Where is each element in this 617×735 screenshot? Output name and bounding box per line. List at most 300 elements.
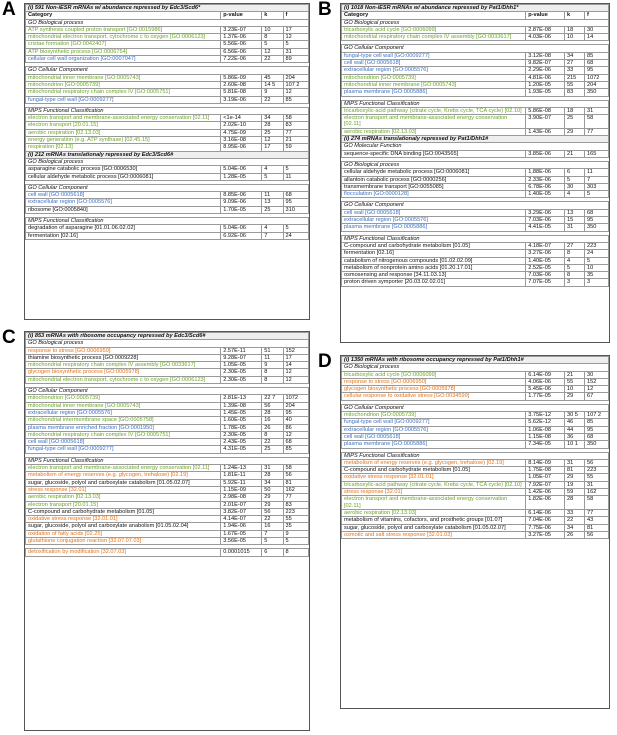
category-cell: mitochondrial respiratory chain complex IV assembly [GO:0033617] (342, 34, 526, 41)
category-cell: oxidative stress response [32.01.01] (342, 474, 526, 481)
subsection-title: GO Cellular Component (26, 67, 309, 74)
column-header-f: f (283, 12, 308, 19)
k-cell: 21 (564, 371, 584, 378)
f-cell: 68 (584, 60, 608, 67)
table-row (342, 441, 609, 448)
p-value-cell: 2.01E-07 (221, 501, 262, 508)
p-value-cell: 2.98E-08 (221, 494, 262, 501)
table-row (26, 549, 309, 556)
p-value-cell: 3.90E-07 (526, 115, 565, 129)
table-row (26, 479, 309, 486)
p-value-cell: 4.81E-06 (526, 74, 565, 81)
category-cell: fungal-type cell wall [GO:0009277] (342, 52, 526, 59)
k-cell: 12 (262, 48, 283, 55)
p-value-cell: 3.23E-07 (221, 26, 262, 33)
k-cell: 26 (564, 531, 584, 538)
p-value-cell: 7.22E-06 (221, 56, 262, 63)
table-row (26, 232, 309, 239)
table-row (342, 496, 609, 510)
subsection-row (342, 235, 609, 242)
table-row (342, 419, 609, 426)
table-row (342, 128, 609, 135)
p-value-cell: 5.62E-12 (526, 419, 565, 426)
table-row (26, 508, 309, 515)
p-value-cell: <1e-14 (221, 115, 262, 122)
category-cell: C-compound and carbohydrate metabolism [01.05] (342, 467, 526, 474)
category-cell: flocculation [GO:0000128] (342, 191, 526, 198)
p-value-cell: 1.88E-06 (526, 169, 565, 176)
section-heading: (i) 1350 mRNAs with ribosome occupancy repressed by Pat1/Dhh1# (342, 357, 609, 364)
category-cell: tricarboxylic acid cycle [GO:0006099] (342, 26, 526, 33)
table-row (342, 378, 609, 385)
f-cell: 85 (283, 96, 308, 103)
k-cell: 31 (564, 224, 584, 231)
table-row (26, 173, 309, 180)
subsection-row (342, 364, 609, 371)
table-row (342, 474, 609, 481)
table-row (26, 530, 309, 537)
enrichment-table (25, 4, 309, 240)
f-cell: 31 (584, 107, 608, 114)
p-value-cell: 1.81E-11 (221, 472, 262, 479)
f-cell: 204 (283, 402, 308, 409)
subsection-row (26, 218, 309, 225)
category-cell: tricarboxylic-acid pathway (citrate cycle, Krebs cycle, TCA cycle) [02.10] (342, 481, 526, 488)
p-value-cell: 1.20E-05 (526, 81, 565, 88)
f-cell: 56 (584, 459, 608, 466)
category-cell: cellular aldehyde metabolic process [GO:0006081] (342, 169, 526, 176)
subsection-title: GO Cellular Component (26, 184, 309, 191)
category-cell: glutathione conjugation reaction [32.07.07.03] (26, 538, 221, 545)
subsection-row (342, 161, 609, 168)
category-cell: cell wall [GO:0005618] (26, 192, 221, 199)
f-cell: 58 (584, 115, 608, 129)
k-cell: 30 5 (564, 412, 584, 419)
column-header-k: k (564, 12, 584, 19)
subsection-row (342, 19, 609, 26)
category-cell: degradation of asparagine [01.01.06.02.02] (26, 225, 221, 232)
f-cell: 162 (584, 489, 608, 496)
p-value-cell: 9.82E-07 (526, 60, 565, 67)
category-cell: fermentation [02.16] (26, 232, 221, 239)
f-cell: 10 (584, 264, 608, 271)
table-row (342, 433, 609, 440)
f-cell: 310 (283, 206, 308, 213)
p-value-cell: 4.18E-07 (526, 242, 565, 249)
table-row (342, 371, 609, 378)
category-cell: oxidative stress response [32.01.01] (26, 516, 221, 523)
subsection-row (26, 107, 309, 114)
panel-label-c: C (2, 327, 16, 348)
category-cell: mitochondrial respiratory chain complex IV [GO:0005751] (26, 431, 221, 438)
k-cell: 19 (564, 481, 584, 488)
category-cell: ATP synthesis coupled proton transport [GO:0015986] (26, 26, 221, 33)
category-cell: sequence-specific DNA binding [GO:0043565] (342, 150, 526, 157)
f-cell: 95 (283, 409, 308, 416)
f-cell: 68 (584, 433, 608, 440)
table-row (26, 424, 309, 431)
p-value-cell: 2.29E-06 (526, 67, 565, 74)
k-cell: 10 (564, 34, 584, 41)
category-cell: electron transport [20.01.15] (26, 501, 221, 508)
category-cell: response to stress [GO:0006950] (26, 347, 221, 354)
f-cell: 67 (584, 393, 608, 400)
f-cell: 14 (283, 362, 308, 369)
p-value-cell: 1.15E-09 (221, 486, 262, 493)
f-cell: 12 (283, 34, 308, 41)
k-cell: 26 (262, 424, 283, 431)
k-cell: 6 (262, 549, 283, 556)
category-cell: electron transport [20.01.15] (26, 122, 221, 129)
subsection-row (26, 340, 309, 347)
subsection-title: GO Molecular Function (342, 143, 609, 150)
category-cell: metabolism of energy reserves (e.g. glycogen, trehalose) [02.19] (342, 459, 526, 466)
category-cell: fungal-type cell wall [GO:0009277] (26, 446, 221, 453)
f-cell: 12 (283, 376, 308, 383)
k-cell: 7 (262, 232, 283, 239)
k-cell: 16 (262, 523, 283, 530)
subsection-title: GO Cellular Component (342, 202, 609, 209)
category-cell: fungal-type cell wall [GO:0009277] (342, 419, 526, 426)
f-cell: 5 (584, 191, 608, 198)
f-cell: 83 (283, 501, 308, 508)
p-value-cell: 3.27E-06 (526, 250, 565, 257)
panel-label-b: B (318, 0, 332, 20)
subsection-row (342, 45, 609, 52)
table-row (342, 74, 609, 81)
f-cell: 303 (584, 183, 608, 190)
category-cell: ATP biosynthetic process [GO:0006754] (26, 48, 221, 55)
k-cell: 25 (262, 129, 283, 136)
f-cell: 85 (584, 419, 608, 426)
p-value-cell: 2.30E-05 (221, 369, 262, 376)
f-cell: 5 (283, 41, 308, 48)
f-cell: 95 (584, 67, 608, 74)
k-cell: 4 (564, 191, 584, 198)
table-row (26, 354, 309, 361)
subsection-title: GO Biological process (342, 19, 609, 26)
f-cell: 1072 (283, 395, 308, 402)
category-cell: extracellular region [GO:0005576] (26, 199, 221, 206)
subsection-title: MIPS Functional Classification (26, 107, 309, 114)
f-cell: 11 (584, 169, 608, 176)
k-cell: 44 (564, 426, 584, 433)
subsection-title: GO Biological process (26, 19, 309, 26)
k-cell: 50 (262, 486, 283, 493)
p-value-cell: 5.81E-08 (221, 89, 262, 96)
p-value-cell: 1.78E-05 (221, 424, 262, 431)
k-cell: 29 (262, 494, 283, 501)
p-value-cell: 6.14E-09 (526, 371, 565, 378)
category-cell: glycogen biosynthetic process [GO:0005978] (26, 369, 221, 376)
category-cell: C-compound and carbohydrate metabolism [01.05] (26, 508, 221, 515)
p-value-cell: 3.85E-06 (526, 150, 565, 157)
table-row (342, 52, 609, 59)
p-value-cell: 7.34E-05 (526, 441, 565, 448)
table-row (26, 362, 309, 369)
f-cell: 56 (283, 472, 308, 479)
category-cell: oxidation of fatty acids [02.25] (26, 530, 221, 537)
table-row (26, 376, 309, 383)
table-row (26, 96, 309, 103)
category-cell: osmotic and salt stress response [32.01.03] (342, 531, 526, 538)
category-cell: plasma membrane [GO:0005886] (342, 441, 526, 448)
subsection-title: GO Cellular Component (26, 388, 309, 395)
k-cell: 46 (564, 419, 584, 426)
category-cell: mitochondrion [GO:0005739] (342, 74, 526, 81)
category-cell: fermentation [02.16] (342, 250, 526, 257)
f-cell: 31 (283, 48, 308, 55)
table-row (342, 250, 609, 257)
k-cell: 13 (262, 199, 283, 206)
p-value-cell: 2.60E-08 (221, 81, 262, 88)
table-row (342, 426, 609, 433)
f-cell: 77 (584, 509, 608, 516)
table-row (26, 41, 309, 48)
p-value-cell: 3.12E-08 (526, 52, 565, 59)
column-header-row (342, 12, 609, 19)
panel-d (340, 355, 610, 709)
k-cell: 29 (564, 474, 584, 481)
f-cell: 5 (283, 538, 308, 545)
table-row (26, 48, 309, 55)
table-row (342, 183, 609, 190)
table-row (26, 417, 309, 424)
k-cell: 25 (262, 446, 283, 453)
column-header-p-value: p-value (221, 12, 262, 19)
category-cell: extracellular region [GO:0005576] (342, 67, 526, 74)
k-cell: 8 (262, 369, 283, 376)
table-row (26, 494, 309, 501)
subsection-row (26, 388, 309, 395)
k-cell: 29 (564, 393, 584, 400)
f-cell: 12 (283, 431, 308, 438)
table-row (342, 412, 609, 419)
category-cell: mitochondrial respiratory chain complex IV [GO:0005751] (26, 89, 221, 96)
table-row (26, 439, 309, 446)
f-cell: 107 2 (283, 81, 308, 88)
p-value-cell: 5.86E-09 (221, 74, 262, 81)
k-cell: 18 (564, 26, 584, 33)
f-cell: 58 (283, 465, 308, 472)
subsection-title: GO Biological process (26, 340, 309, 347)
f-cell: 86 (283, 424, 308, 431)
category-cell: mitochondrion [GO:0005739] (26, 395, 221, 402)
category-cell: sugar, glucoside, polyol and carboxylate catabolism [01.05.02.07] (26, 479, 221, 486)
f-cell: 3 (584, 279, 608, 286)
p-value-cell: 1.28E-05 (221, 173, 262, 180)
table-row (342, 509, 609, 516)
table-row (26, 472, 309, 479)
k-cell: 16 (262, 417, 283, 424)
table-row (342, 272, 609, 279)
p-value-cell: 1.67E-05 (221, 530, 262, 537)
f-cell: 30 (584, 26, 608, 33)
table-row (342, 459, 609, 466)
table-row (26, 192, 309, 199)
f-cell: 7 (584, 176, 608, 183)
panel-c (24, 331, 310, 731)
f-cell: 95 (584, 217, 608, 224)
k-cell: 5 (564, 176, 584, 183)
subsection-row (26, 19, 309, 26)
table-row (342, 489, 609, 496)
f-cell: 17 (283, 26, 308, 33)
k-cell: 8 (564, 272, 584, 279)
table-row (342, 176, 609, 183)
k-cell: 8 (564, 250, 584, 257)
p-value-cell: 4.14E-07 (221, 516, 262, 523)
table-row (342, 481, 609, 488)
table-row (26, 34, 309, 41)
enrichment-table (25, 332, 309, 557)
f-cell: 31 (584, 481, 608, 488)
p-value-cell: 0.0001015 (221, 549, 262, 556)
k-cell: 56 (262, 508, 283, 515)
p-value-cell: 1.75E-08 (526, 467, 565, 474)
f-cell: 223 (584, 242, 608, 249)
category-cell: cell wall [GO:0005618] (342, 60, 526, 67)
p-value-cell: 1.24E-13 (221, 465, 262, 472)
p-value-cell: 3.56E-05 (221, 538, 262, 545)
k-cell: 31 (262, 465, 283, 472)
enrichment-table (341, 356, 609, 539)
category-cell: cellular cell wall organization [GO:0007047] (26, 56, 221, 63)
table-row (342, 67, 609, 74)
k-cell: 28 (262, 472, 283, 479)
f-cell: 24 (283, 232, 308, 239)
f-cell: 350 (584, 441, 608, 448)
k-cell: 215 (564, 74, 584, 81)
k-cell: 7 (262, 530, 283, 537)
table-row (26, 347, 309, 354)
section-heading-row (26, 151, 309, 158)
table-row (26, 166, 309, 173)
p-value-cell: 5.92E-11 (221, 479, 262, 486)
k-cell: 5 (262, 41, 283, 48)
category-cell: C-compound and carbohydrate metabolism [01.05] (342, 242, 526, 249)
p-value-cell: 5.56E-06 (221, 41, 262, 48)
table-row (26, 225, 309, 232)
table-row (342, 107, 609, 114)
p-value-cell: 3.75E-12 (526, 412, 565, 419)
table-row (342, 524, 609, 531)
f-cell: 223 (283, 508, 308, 515)
f-cell: 68 (283, 192, 308, 199)
k-cell: 5 (262, 173, 283, 180)
table-row (26, 369, 309, 376)
table-row (342, 81, 609, 88)
p-value-cell: 7.07E-05 (526, 279, 565, 286)
k-cell: 22 (262, 439, 283, 446)
p-value-cell: 7.75E-06 (526, 524, 565, 531)
f-cell: 350 (584, 224, 608, 231)
category-cell: metabolism of nonprotein amino acids [01.20.17.01] (342, 264, 526, 271)
section-heading-row (342, 136, 609, 143)
p-value-cell: 9.28E-07 (221, 354, 262, 361)
f-cell: 24 (584, 250, 608, 257)
f-cell: 95 (283, 199, 308, 206)
category-cell: stress response [32.01] (342, 489, 526, 496)
subsection-row (26, 184, 309, 191)
panel-a (24, 3, 310, 320)
k-cell: 28 (564, 496, 584, 510)
subsection-row (342, 143, 609, 150)
f-cell: 5 (584, 257, 608, 264)
table-row (342, 191, 609, 198)
k-cell: 22 (262, 516, 283, 523)
category-cell: mitochondrion [GO:0005739] (26, 81, 221, 88)
table-row (342, 517, 609, 524)
f-cell: 12 (283, 89, 308, 96)
column-header-k: k (262, 12, 283, 19)
k-cell: 10 1 (564, 441, 584, 448)
k-cell: 28 (262, 409, 283, 416)
category-cell: electron transport and membrane-associated energy conservation [02.11] (26, 115, 221, 122)
category-cell: cell wall [GO:0005618] (342, 433, 526, 440)
p-value-cell: 2.43E-05 (221, 439, 262, 446)
subsection-row (342, 452, 609, 459)
table-row (342, 264, 609, 271)
table-row (342, 89, 609, 96)
table-row (26, 538, 309, 545)
k-cell: 45 (262, 74, 283, 81)
k-cell: 18 (564, 107, 584, 114)
p-value-cell: 1.39E-08 (221, 402, 262, 409)
f-cell: 21 (283, 137, 308, 144)
table-row (342, 224, 609, 231)
table-row (26, 501, 309, 508)
category-cell: cellular aldehyde metabolic process [GO:0006081] (26, 173, 221, 180)
p-value-cell: 3.27E-05 (526, 531, 565, 538)
p-value-cell: 4.06E-06 (526, 378, 565, 385)
p-value-cell: 3.19E-06 (221, 96, 262, 103)
f-cell: 85 (283, 446, 308, 453)
table-row (342, 26, 609, 33)
p-value-cell: 6.78E-06 (526, 183, 565, 190)
subsection-row (26, 67, 309, 74)
f-cell: 77 (584, 128, 608, 135)
subsection-row (26, 158, 309, 165)
category-cell: catabolism of nitrogenous compounds [01.02.02.09] (342, 257, 526, 264)
k-cell: 59 (564, 489, 584, 496)
f-cell: 9 (283, 530, 308, 537)
f-cell: 152 (283, 347, 308, 354)
panel-label-a: A (2, 0, 16, 20)
f-cell: 77 (283, 494, 308, 501)
category-cell: electron transport and membrane-associated energy conservation [02.11] (342, 496, 526, 510)
k-cell: 8 (262, 34, 283, 41)
k-cell: 34 (262, 115, 283, 122)
table-row (342, 115, 609, 129)
subsection-title: MIPS Functional Classification (26, 218, 309, 225)
table-row (26, 395, 309, 402)
p-value-cell: 4.31E-05 (221, 446, 262, 453)
p-value-cell: 8.85E-06 (221, 192, 262, 199)
category-cell: plasma membrane [GO:0005886] (342, 224, 526, 231)
k-cell: 33 (564, 67, 584, 74)
category-cell: aerobic respiration [02.13.03] (342, 128, 526, 135)
category-cell: aerobic respiration [02.13.03] (26, 494, 221, 501)
category-cell: cell wall [GO:0005618] (342, 209, 526, 216)
k-cell: 30 (564, 183, 584, 190)
f-cell: 12 (584, 386, 608, 393)
p-value-cell: 2.30E-05 (221, 376, 262, 383)
p-value-cell: 2.87E-08 (526, 26, 565, 33)
k-cell: 27 (564, 60, 584, 67)
table-row (342, 393, 609, 400)
category-cell: plasma membrane enriched fraction [GO:0001950] (26, 424, 221, 431)
